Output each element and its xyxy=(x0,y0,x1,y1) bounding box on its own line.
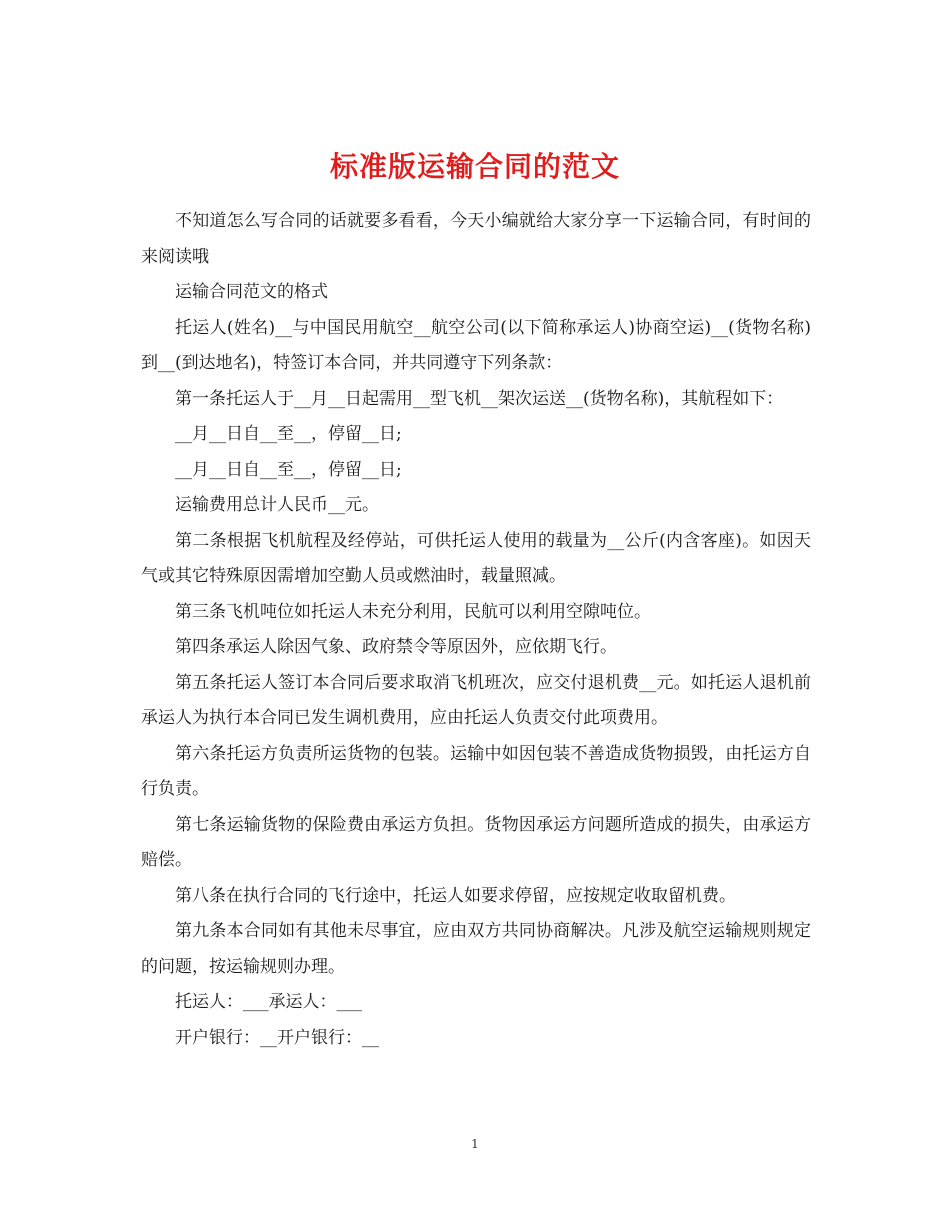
paragraph-signatories: 托运人：___承运人：___ xyxy=(175,992,362,1012)
paragraph-article-9: 第九条本合同如有其他未尽事宜，应由双方共同协商解决。凡涉及航空运输规则规定的问题，按运输规则办理。 xyxy=(141,921,811,977)
paragraph-article-2: 第二条根据飞机航程及经停站，可供托运人使用的载量为__公斤(内含客座)。如因天气或其它特殊原因需增加空勤人员或燃油时，载量照减。 xyxy=(141,530,811,586)
paragraph-article-8: 第八条在执行合同的飞行途中，托运人如要求停留，应按规定收取留机费。 xyxy=(175,885,736,906)
page-number: 1 xyxy=(471,1137,479,1151)
paragraph-article-1: 第一条托运人于__月__日起需用__型飞机__架次运送__(货物名称)，其航程如下： xyxy=(175,388,784,409)
paragraph-bank-accounts: 开户银行：__开户银行：__ xyxy=(175,1027,379,1048)
paragraph-article-5: 第五条托运人签订本合同后要求取消飞机班次，应交付退机费__元。如托运人退机前承运人为执行本合同已发生调机费用，应由托运人负责交付此项费用。 xyxy=(141,672,811,728)
paragraph-parties: 托运人(姓名)__与中国民用航空__航空公司(以下简称承运人)协商空运)__(货物名称)到__(到达地名)，特签订本合同，并共同遵守下列条款： xyxy=(141,317,811,373)
document-body xyxy=(141,204,811,1056)
paragraph-article-4: 第四条承运人除因气象、政府禁令等原因外，应依期飞行。 xyxy=(175,637,617,657)
paragraph-format-heading: 运输合同范文的格式 xyxy=(175,282,328,302)
document-title: 标准版运输合同的范文 xyxy=(329,149,620,183)
paragraph-article-6: 第六条托运方负责所运货物的包装。运输中如因包装不善造成货物损毁，由托运方自行负责。 xyxy=(141,743,811,799)
paragraph-route-2: __月__日自__至__，停留__日; xyxy=(175,459,402,480)
paragraph-article-3: 第三条飞机吨位如托运人未充分利用，民航可以利用空隙吨位。 xyxy=(175,601,651,622)
paragraph-total-fee: 运输费用总计人民币__元。 xyxy=(175,495,379,515)
paragraph-article-7: 第七条运输货物的保险费由承运方负担。货物因承运方问题所造成的损失，由承运方赔偿。 xyxy=(141,814,811,870)
paragraph-intro: 不知道怎么写合同的话就要多看看，今天小编就给大家分享一下运输合同，有时间的来阅读哦 xyxy=(141,211,811,267)
paragraph-route-1: __月__日自__至__，停留__日; xyxy=(175,424,402,444)
